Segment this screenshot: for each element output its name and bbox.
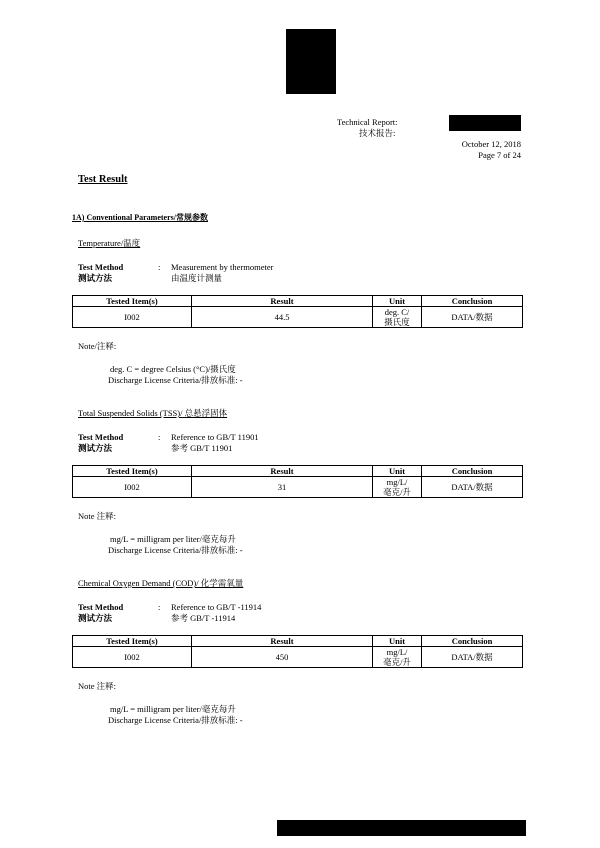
unit-line-1: deg. C/ (384, 307, 410, 317)
method-colon: : (158, 432, 161, 442)
note-label: Note/注释: (78, 341, 117, 351)
cell-result: 31 (192, 477, 373, 498)
unit-line-2: 毫克/升 (383, 657, 411, 667)
tss-heading: Total Suspended Solids (TSS)/ 总悬浮固体 (78, 408, 228, 418)
redacted-report-number (449, 115, 521, 131)
table-row (73, 477, 523, 498)
cell-unit (373, 307, 422, 328)
cell-conclusion: DATA/数据 (422, 307, 523, 328)
method-en: Measurement by thermometer (171, 262, 274, 272)
unit-line-1: mg/L/ (386, 647, 408, 657)
page-title: Test Result (78, 174, 128, 185)
method-colon: : (158, 602, 161, 612)
report-label-zh: 技术报告: (359, 128, 396, 138)
note-definition: mg/L = milligram per liter/毫克每升 (110, 534, 236, 544)
cell-item: I002 (73, 307, 192, 328)
col-conclusion: Conclusion (422, 636, 523, 647)
table-row (73, 307, 523, 328)
cod-heading: Chemical Oxygen Demand (COD)/ 化学需氧量 (78, 578, 244, 588)
cell-result: 450 (192, 647, 373, 668)
col-tested-items: Tested Item(s) (73, 296, 192, 307)
temperature-result-table (72, 295, 523, 328)
cell-conclusion: DATA/数据 (422, 647, 523, 668)
note-label: Note 注释: (78, 511, 117, 521)
unit-line-1: mg/L/ (386, 477, 408, 487)
cell-unit (373, 647, 422, 668)
table-header-row (73, 296, 523, 307)
method-zh: 由温度计测量 (171, 273, 223, 283)
temperature-heading: Temperature/温度 (78, 238, 141, 248)
test-method-label-zh: 测试方法 (78, 443, 113, 453)
report-label-en: Technical Report: (337, 117, 398, 127)
note-definition: mg/L = milligram per liter/毫克每升 (110, 704, 236, 714)
col-tested-items: Tested Item(s) (73, 466, 192, 477)
cell-item: I002 (73, 647, 192, 668)
col-unit: Unit (373, 636, 422, 647)
cell-unit (373, 477, 422, 498)
method-zh: 参考 GB/T -11914 (171, 613, 236, 623)
test-method-label: Test Method (78, 262, 124, 272)
test-method-label-zh: 测试方法 (78, 613, 113, 623)
col-conclusion: Conclusion (422, 466, 523, 477)
cod-result-table (72, 635, 523, 668)
test-method-label: Test Method (78, 432, 124, 442)
method-colon: : (158, 262, 161, 272)
col-result: Result (192, 636, 373, 647)
method-en: Reference to GB/T 11901 (171, 432, 259, 442)
note-criteria: Discharge License Criteria/排放标准: - (108, 715, 243, 725)
note-criteria: Discharge License Criteria/排放标准: - (108, 545, 243, 555)
page-number: Page 7 of 24 (478, 150, 521, 160)
method-en: Reference to GB/T -11914 (171, 602, 262, 612)
redacted-footer (277, 820, 526, 836)
table-header-row (73, 636, 523, 647)
col-result: Result (192, 466, 373, 477)
col-conclusion: Conclusion (422, 296, 523, 307)
table-header-row (73, 466, 523, 477)
tss-result-table (72, 465, 523, 498)
report-date: October 12, 2018 (461, 139, 521, 149)
col-tested-items: Tested Item(s) (73, 636, 192, 647)
note-criteria: Discharge License Criteria/排放标准: - (108, 375, 243, 385)
section-title: 1A) Conventional Parameters/常规参数 (72, 213, 208, 222)
note-label: Note 注释: (78, 681, 117, 691)
col-result: Result (192, 296, 373, 307)
cell-conclusion: DATA/数据 (422, 477, 523, 498)
unit-line-2: 摄氏度 (384, 317, 410, 327)
method-zh: 参考 GB/T 11901 (171, 443, 233, 453)
test-method-label: Test Method (78, 602, 124, 612)
redacted-logo (286, 29, 336, 94)
col-unit: Unit (373, 296, 422, 307)
cell-result: 44.5 (192, 307, 373, 328)
test-method-label-zh: 测试方法 (78, 273, 113, 283)
note-definition: deg. C = degree Celsius (°C)/摄氏度 (110, 364, 236, 374)
col-unit: Unit (373, 466, 422, 477)
table-row (73, 647, 523, 668)
unit-line-2: 毫克/升 (383, 487, 411, 497)
cell-item: I002 (73, 477, 192, 498)
